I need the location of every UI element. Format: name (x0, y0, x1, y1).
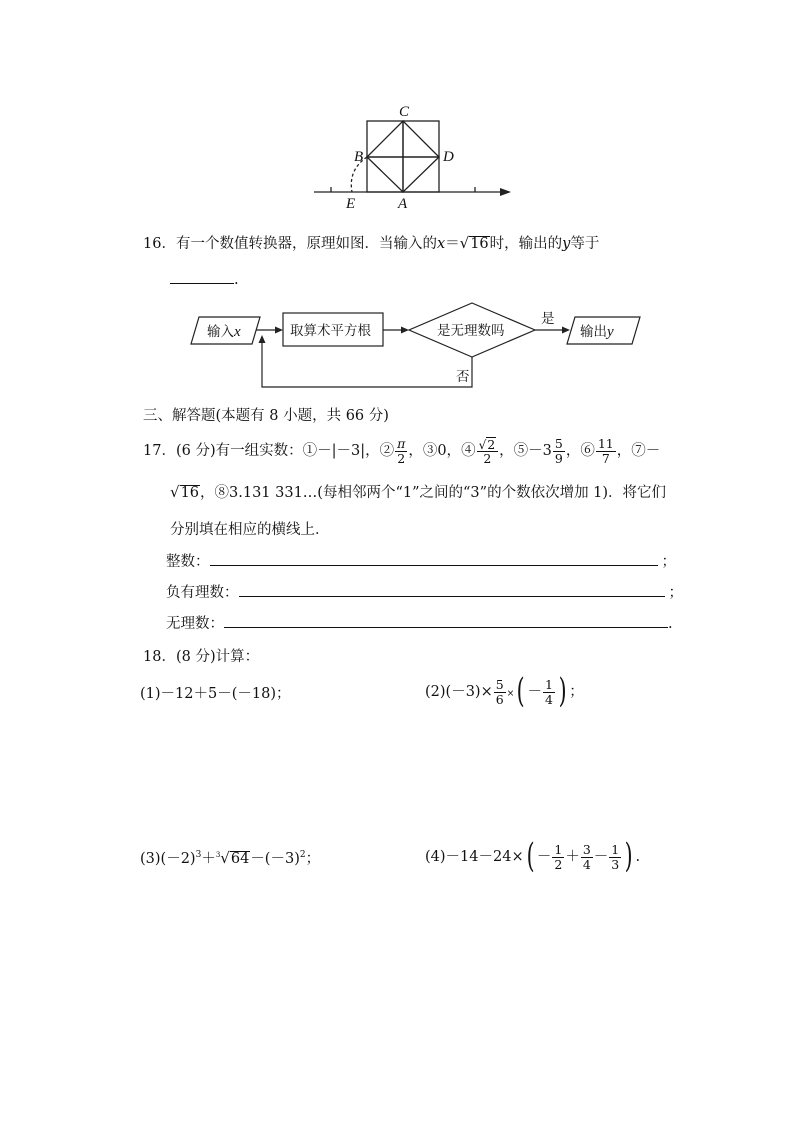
integers-row (166, 550, 676, 571)
times-sign: × (506, 689, 515, 699)
q18-score: (8 分) (175, 649, 216, 665)
minus-sign: － (593, 849, 609, 865)
flowchart (185, 298, 645, 390)
sqrt-sign: √ (459, 234, 470, 252)
no-label: 否 (456, 369, 470, 385)
input-label: 输入x (207, 324, 241, 340)
sqrt-sign: √ (220, 849, 230, 867)
q16-eq: ＝ (445, 236, 460, 252)
frac-den: 7 (601, 450, 610, 466)
p2-frac2 (543, 678, 555, 705)
frac-num: 3 (582, 842, 591, 858)
p3-pre: (3)(－2) (140, 851, 196, 867)
p4-frac3 (609, 843, 621, 870)
label-c: C (399, 104, 410, 120)
frac-den: 2 (483, 451, 492, 467)
row-end: ； (661, 554, 676, 570)
plus-sign: ＋ (201, 851, 216, 867)
root-index: 3 (215, 851, 221, 860)
q17-item7-mark: ⑦－ (631, 443, 661, 459)
q16-answer-blank (170, 272, 239, 288)
number-line-arrow (500, 188, 511, 196)
p3-radicand: 64 (230, 851, 250, 867)
frac-den: 4 (582, 856, 591, 872)
p4-end: . (635, 849, 641, 865)
p3-end: ； (305, 851, 321, 867)
p4-pre: (4)－14－24× (425, 849, 524, 865)
minus-sign: － (536, 849, 552, 865)
yes-label: 是 (541, 311, 555, 327)
frac-den: 4 (545, 691, 553, 707)
frac-num: 1 (554, 842, 563, 858)
q17-line2 (170, 481, 666, 502)
q17-intro: 有一组实数： (215, 443, 303, 459)
frac-den: 3 (611, 856, 620, 872)
section3-title: 三、解答题(本题有 8 小题，共 66 分) (143, 408, 389, 424)
q17-item8: ，⑧3.131 331…(每相邻两个“1”之间的“3”的个数依次增加 1)．将它们 (200, 485, 667, 501)
q18-header (143, 645, 259, 666)
q16-tail: . (234, 272, 239, 288)
plus-sign: ＋ (565, 849, 580, 865)
label-b: B (354, 149, 364, 165)
q16-radicand: 16 (470, 236, 489, 252)
neg-rational-label: 负有理数： (166, 585, 239, 601)
frac-num: π (397, 436, 406, 452)
q18-part2 (425, 670, 584, 716)
frac-num: 1 (611, 842, 620, 858)
frac-den: 2 (397, 450, 406, 466)
row-end: ； (668, 585, 683, 601)
label-d: D (443, 149, 454, 165)
neg-rational-row (166, 581, 683, 602)
q17-sep: ， (408, 443, 423, 459)
frac-num: √2 (477, 437, 499, 453)
q16-text (143, 232, 599, 253)
p4-frac1 (552, 843, 564, 870)
q18-part3 (140, 847, 320, 868)
right-paren: ) (558, 671, 567, 712)
label-a: A (398, 196, 408, 212)
q17-item3: ③0， (422, 443, 462, 459)
q17-number: 17． (143, 443, 176, 459)
q17-item5-mark: ⑤－3 (513, 443, 552, 459)
irrational-row (166, 612, 673, 633)
p3-mid: －(－3) (250, 851, 300, 867)
left-paren: ( (516, 671, 525, 712)
q17-score: (6 分) (175, 443, 216, 459)
q17-item2-frac (395, 437, 407, 464)
q17-line1 (143, 434, 660, 468)
frac-den: 9 (554, 450, 563, 466)
irrational-label: 无理数： (166, 616, 224, 632)
answer-line (170, 282, 234, 284)
frac-num: 5 (495, 677, 504, 693)
geometry-figure (300, 100, 530, 215)
row-end: . (668, 616, 673, 632)
process-label: 取算术平方根 (290, 323, 371, 339)
q16-text-a: 有一个数值转换器，原理如图．当输入的 (175, 236, 437, 252)
decision-label: 是无理数吗 (437, 323, 505, 339)
q16-var-y: y (562, 236, 571, 252)
p2-frac1 (494, 678, 506, 705)
p2-lead: (2)(－3)× (425, 684, 493, 700)
neg-rational-blank (239, 595, 665, 597)
q16-text-b: 时，输出的 (489, 236, 563, 252)
q17-sep: ， (565, 443, 581, 459)
frac-num: 1 (545, 677, 553, 693)
minus-sign: － (527, 684, 542, 700)
radicand: 2 (487, 436, 496, 452)
loop-back-line (262, 341, 472, 387)
q18-intro: 计算： (215, 649, 260, 665)
left-paren: ( (526, 836, 535, 877)
right-paren: ) (624, 836, 633, 877)
q17-sep: ， (616, 443, 632, 459)
q17-item5-frac (553, 437, 565, 464)
label-e: E (346, 196, 356, 212)
output-label: 输出y (580, 324, 614, 340)
p3-exp2: 2 (299, 850, 306, 861)
sqrt-sign: √ (170, 483, 180, 501)
frac-num: 11 (597, 436, 614, 452)
q17-sep: ， (499, 443, 514, 459)
frac-den: 2 (554, 856, 563, 872)
q16-var-x: x (436, 236, 446, 252)
q17-line3: 分别填在相应的横线上． (170, 522, 330, 538)
p2-end: ； (569, 684, 584, 700)
q18-part4 (425, 835, 640, 879)
q17-item4-mark: ④ (461, 443, 476, 459)
irrational-blank (224, 626, 668, 628)
q17-item1: ①－|－3|， (302, 443, 380, 459)
q17-item7-radicand: 16 (180, 485, 200, 501)
p4-frac2 (581, 843, 593, 870)
integers-label: 整数： (166, 554, 210, 570)
q18-number: 18． (143, 649, 176, 665)
q17-item4-frac (477, 437, 499, 466)
integers-blank (210, 564, 658, 566)
q17-item6-mark: ⑥ (580, 443, 595, 459)
q16-number: 16． (143, 236, 176, 252)
q17-item2-mark: ② (379, 443, 395, 459)
frac-den: 6 (495, 691, 504, 707)
q18-part1: (1)－12＋5－(－18)； (140, 686, 291, 702)
p3-exp: 3 (195, 850, 202, 861)
q16-text-c: 等于 (570, 236, 600, 252)
q17-item6-frac (596, 437, 616, 464)
frac-num: 5 (554, 436, 563, 452)
